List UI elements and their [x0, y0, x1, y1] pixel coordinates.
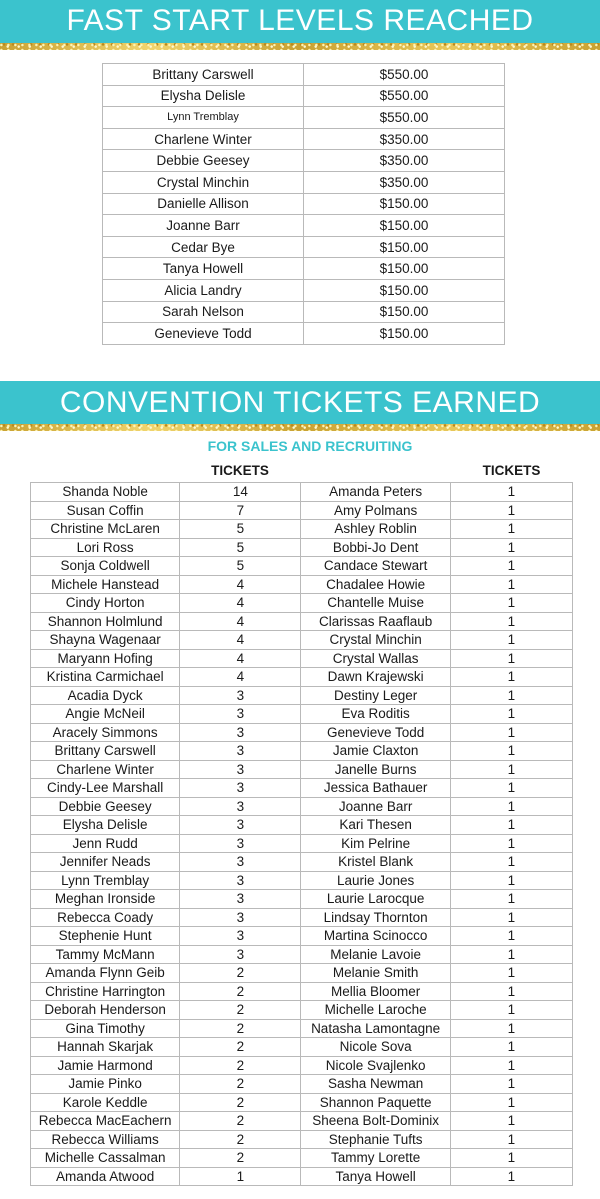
member-name-left: Jamie Pinko	[31, 1075, 180, 1094]
tickets-header-right: TICKETS	[482, 463, 541, 478]
member-name-left: Shayna Wagenaar	[31, 631, 180, 650]
table-row	[31, 1149, 573, 1168]
member-name-left: Maryann Hofing	[31, 649, 180, 668]
table-row	[103, 128, 505, 150]
ticket-count-left: 2	[180, 1149, 301, 1168]
member-name-left: Meghan Ironside	[31, 890, 180, 909]
table-row	[103, 323, 505, 345]
ticket-count-right: 1	[450, 779, 572, 798]
member-name: Cedar Bye	[103, 236, 304, 258]
ticket-count-left: 4	[180, 649, 301, 668]
member-name-left: Michele Hanstead	[31, 575, 180, 594]
ticket-count-left: 3	[180, 927, 301, 946]
member-name-right: Kristel Blank	[301, 853, 450, 872]
table-row	[31, 908, 573, 927]
member-name-right: Shannon Paquette	[301, 1093, 450, 1112]
member-name-left: Sonja Coldwell	[31, 557, 180, 576]
member-name-right: Eva Roditis	[301, 705, 450, 724]
member-name-left: Kristina Carmichael	[31, 668, 180, 687]
ticket-count-right: 1	[450, 1130, 572, 1149]
ticket-count-left: 4	[180, 668, 301, 687]
member-name-right: Tammy Lorette	[301, 1149, 450, 1168]
amount: $150.00	[304, 323, 505, 345]
member-name-right: Mellia Bloomer	[301, 982, 450, 1001]
member-name-left: Gina Timothy	[31, 1019, 180, 1038]
ticket-count-right: 1	[450, 1038, 572, 1057]
member-name-right: Janelle Burns	[301, 760, 450, 779]
gold-glitter-divider	[0, 43, 600, 50]
convention-heading: CONVENTION TICKETS EARNED	[59, 386, 541, 419]
ticket-count-left: 3	[180, 779, 301, 798]
member-name-left: Rebecca MacEachern	[31, 1112, 180, 1131]
ticket-count-left: 2	[180, 1056, 301, 1075]
ticket-count-left: 2	[180, 1001, 301, 1020]
ticket-count-left: 3	[180, 816, 301, 835]
member-name-left: Charlene Winter	[31, 760, 180, 779]
member-name-right: Crystal Minchin	[301, 631, 450, 650]
member-name-left: Michelle Cassalman	[31, 1149, 180, 1168]
table-row	[31, 834, 573, 853]
ticket-count-right: 1	[450, 1112, 572, 1131]
member-name-right: Jessica Bathauer	[301, 779, 450, 798]
ticket-count-right: 1	[450, 668, 572, 687]
member-name-left: Christine McLaren	[31, 520, 180, 539]
table-row	[31, 1056, 573, 1075]
ticket-count-left: 2	[180, 1019, 301, 1038]
ticket-count-right: 1	[450, 853, 572, 872]
ticket-count-left: 3	[180, 705, 301, 724]
table-row	[31, 816, 573, 835]
fast-start-table	[102, 63, 505, 345]
ticket-count-right: 1	[450, 982, 572, 1001]
ticket-count-left: 2	[180, 1075, 301, 1094]
member-name-right: Clarissas Raaflaub	[301, 612, 450, 631]
member-name-right: Natasha Lamontagne	[301, 1019, 450, 1038]
ticket-count-left: 5	[180, 538, 301, 557]
member-name-left: Angie McNeil	[31, 705, 180, 724]
fast-start-banner	[0, 0, 600, 43]
member-name-right: Sheena Bolt-Dominix	[301, 1112, 450, 1131]
member-name-left: Rebecca Williams	[31, 1130, 180, 1149]
ticket-count-left: 3	[180, 890, 301, 909]
ticket-count-right: 1	[450, 538, 572, 557]
ticket-count-right: 1	[450, 686, 572, 705]
ticket-count-left: 3	[180, 723, 301, 742]
table-row	[31, 927, 573, 946]
member-name-right: Kim Pelrine	[301, 834, 450, 853]
ticket-count-left: 2	[180, 1038, 301, 1057]
gold-glitter-divider	[0, 424, 600, 431]
member-name-right: Lindsay Thornton	[301, 908, 450, 927]
ticket-count-right: 1	[450, 1075, 572, 1094]
ticket-count-left: 5	[180, 520, 301, 539]
member-name-left: Debbie Geesey	[31, 797, 180, 816]
member-name-right: Genevieve Todd	[301, 723, 450, 742]
member-name: Charlene Winter	[103, 128, 304, 150]
member-name-left: Amanda Flynn Geib	[31, 964, 180, 983]
member-name-right: Stephanie Tufts	[301, 1130, 450, 1149]
member-name-right: Candace Stewart	[301, 557, 450, 576]
ticket-count-right: 1	[450, 927, 572, 946]
table-row	[31, 1093, 573, 1112]
member-name-left: Stephenie Hunt	[31, 927, 180, 946]
convention-subtitle: FOR SALES AND RECRUITING	[207, 438, 413, 454]
member-name-right: Martina Scinocco	[301, 927, 450, 946]
table-row	[31, 501, 573, 520]
amount: $150.00	[304, 215, 505, 237]
ticket-count-left: 3	[180, 797, 301, 816]
ticket-count-right: 1	[450, 908, 572, 927]
ticket-count-right: 1	[450, 890, 572, 909]
ticket-count-right: 1	[450, 649, 572, 668]
ticket-count-left: 2	[180, 1130, 301, 1149]
fast-start-heading: FAST START LEVELS REACHED	[66, 4, 534, 37]
member-name-right: Chantelle Muise	[301, 594, 450, 613]
member-name-right: Amanda Peters	[301, 483, 450, 502]
amount: $150.00	[304, 193, 505, 215]
table-row	[31, 779, 573, 798]
member-name: Alicia Landry	[103, 279, 304, 301]
member-name-left: Tammy McMann	[31, 945, 180, 964]
member-name-right: Melanie Lavoie	[301, 945, 450, 964]
ticket-count-left: 4	[180, 575, 301, 594]
table-row	[103, 150, 505, 172]
table-row	[31, 686, 573, 705]
member-name-right: Dawn Krajewski	[301, 668, 450, 687]
ticket-count-right: 1	[450, 1001, 572, 1020]
member-name-right: Chadalee Howie	[301, 575, 450, 594]
table-row	[31, 1019, 573, 1038]
table-row	[103, 215, 505, 237]
ticket-count-left: 4	[180, 612, 301, 631]
member-name-right: Amy Polmans	[301, 501, 450, 520]
table-row	[31, 520, 573, 539]
member-name-left: Shannon Holmlund	[31, 612, 180, 631]
table-row	[31, 871, 573, 890]
amount: $350.00	[304, 150, 505, 172]
member-name-left: Amanda Atwood	[31, 1167, 180, 1186]
ticket-count-left: 2	[180, 1112, 301, 1131]
table-row	[31, 1075, 573, 1094]
ticket-count-right: 1	[450, 834, 572, 853]
table-row	[103, 279, 505, 301]
member-name-left: Lori Ross	[31, 538, 180, 557]
ticket-count-right: 1	[450, 723, 572, 742]
member-name-left: Cindy-Lee Marshall	[31, 779, 180, 798]
ticket-count-left: 3	[180, 908, 301, 927]
member-name-right: Tanya Howell	[301, 1167, 450, 1186]
table-row	[103, 301, 505, 323]
member-name-left: Cindy Horton	[31, 594, 180, 613]
member-name-left: Jamie Harmond	[31, 1056, 180, 1075]
table-row	[103, 258, 505, 280]
table-row	[31, 631, 573, 650]
amount: $550.00	[304, 85, 505, 107]
ticket-count-right: 1	[450, 705, 572, 724]
table-row	[31, 1038, 573, 1057]
amount: $550.00	[304, 64, 505, 86]
amount: $150.00	[304, 301, 505, 323]
member-name-left: Aracely Simmons	[31, 723, 180, 742]
member-name-left: Jenn Rudd	[31, 834, 180, 853]
tickets-header-left: TICKETS	[211, 463, 269, 478]
member-name: Genevieve Todd	[103, 323, 304, 345]
ticket-count-left: 3	[180, 834, 301, 853]
ticket-count-right: 1	[450, 1167, 572, 1186]
table-row	[31, 982, 573, 1001]
table-row	[31, 890, 573, 909]
table-row	[103, 236, 505, 258]
ticket-count-left: 2	[180, 982, 301, 1001]
table-row	[103, 171, 505, 193]
table-row	[31, 723, 573, 742]
table-row	[31, 649, 573, 668]
member-name: Brittany Carswell	[103, 64, 304, 86]
member-name-left: Hannah Skarjak	[31, 1038, 180, 1057]
member-name: Sarah Nelson	[103, 301, 304, 323]
member-name-right: Laurie Larocque	[301, 890, 450, 909]
member-name: Tanya Howell	[103, 258, 304, 280]
table-row	[31, 575, 573, 594]
table-row	[103, 107, 505, 129]
member-name-right: Laurie Jones	[301, 871, 450, 890]
member-name: Debbie Geesey	[103, 150, 304, 172]
member-name: Joanne Barr	[103, 215, 304, 237]
table-row	[31, 705, 573, 724]
tickets-table	[30, 482, 573, 1186]
ticket-count-right: 1	[450, 760, 572, 779]
ticket-count-right: 1	[450, 797, 572, 816]
member-name-right: Melanie Smith	[301, 964, 450, 983]
ticket-count-right: 1	[450, 964, 572, 983]
ticket-count-left: 3	[180, 945, 301, 964]
ticket-count-right: 1	[450, 1149, 572, 1168]
member-name-right: Destiny Leger	[301, 686, 450, 705]
member-name: Elysha Delisle	[103, 85, 304, 107]
ticket-count-right: 1	[450, 1019, 572, 1038]
member-name-left: Karole Keddle	[31, 1093, 180, 1112]
table-row	[103, 85, 505, 107]
table-row	[103, 193, 505, 215]
amount: $350.00	[304, 128, 505, 150]
table-row	[31, 612, 573, 631]
member-name: Crystal Minchin	[103, 171, 304, 193]
convention-banner	[0, 381, 600, 424]
member-name-right: Sasha Newman	[301, 1075, 450, 1094]
table-row	[31, 1112, 573, 1131]
amount: $550.00	[304, 107, 505, 129]
ticket-count-left: 3	[180, 686, 301, 705]
table-row	[31, 1001, 573, 1020]
ticket-count-left: 3	[180, 853, 301, 872]
table-row	[31, 594, 573, 613]
amount: $150.00	[304, 258, 505, 280]
ticket-count-right: 1	[450, 575, 572, 594]
table-row	[31, 945, 573, 964]
ticket-count-right: 1	[450, 742, 572, 761]
ticket-count-left: 5	[180, 557, 301, 576]
table-row	[31, 538, 573, 557]
ticket-count-right: 1	[450, 557, 572, 576]
table-row	[31, 483, 573, 502]
table-row	[31, 760, 573, 779]
ticket-count-left: 3	[180, 760, 301, 779]
ticket-count-left: 2	[180, 1093, 301, 1112]
member-name-right: Kari Thesen	[301, 816, 450, 835]
ticket-count-left: 3	[180, 742, 301, 761]
member-name-right: Ashley Roblin	[301, 520, 450, 539]
member-name-right: Joanne Barr	[301, 797, 450, 816]
table-row	[31, 1130, 573, 1149]
ticket-count-left: 3	[180, 871, 301, 890]
member-name-right: Jamie Claxton	[301, 742, 450, 761]
ticket-count-left: 4	[180, 631, 301, 650]
member-name-left: Shanda Noble	[31, 483, 180, 502]
table-row	[31, 797, 573, 816]
ticket-count-right: 1	[450, 483, 572, 502]
member-name-left: Christine Harrington	[31, 982, 180, 1001]
member-name-left: Susan Coffin	[31, 501, 180, 520]
table-row	[31, 668, 573, 687]
member-name-right: Nicole Sova	[301, 1038, 450, 1057]
member-name-left: Deborah Henderson	[31, 1001, 180, 1020]
member-name-left: Rebecca Coady	[31, 908, 180, 927]
ticket-count-right: 1	[450, 816, 572, 835]
ticket-count-right: 1	[450, 594, 572, 613]
member-name-left: Elysha Delisle	[31, 816, 180, 835]
table-row	[103, 64, 505, 86]
member-name-left: Brittany Carswell	[31, 742, 180, 761]
table-row	[31, 557, 573, 576]
member-name-right: Nicole Svajlenko	[301, 1056, 450, 1075]
ticket-count-right: 1	[450, 945, 572, 964]
table-row	[31, 742, 573, 761]
ticket-count-left: 7	[180, 501, 301, 520]
table-row	[31, 1167, 573, 1186]
member-name-right: Michelle Laroche	[301, 1001, 450, 1020]
member-name-left: Acadia Dyck	[31, 686, 180, 705]
table-row	[31, 853, 573, 872]
member-name: Danielle Allison	[103, 193, 304, 215]
member-name-right: Bobbi-Jo Dent	[301, 538, 450, 557]
amount: $150.00	[304, 236, 505, 258]
ticket-count-right: 1	[450, 612, 572, 631]
ticket-count-right: 1	[450, 520, 572, 539]
amount: $150.00	[304, 279, 505, 301]
member-name-left: Lynn Tremblay	[31, 871, 180, 890]
member-name-right: Crystal Wallas	[301, 649, 450, 668]
ticket-count-left: 1	[180, 1167, 301, 1186]
ticket-count-left: 4	[180, 594, 301, 613]
member-name: Lynn Tremblay	[103, 107, 304, 129]
amount: $350.00	[304, 171, 505, 193]
ticket-count-left: 14	[180, 483, 301, 502]
member-name-left: Jennifer Neads	[31, 853, 180, 872]
ticket-count-right: 1	[450, 1093, 572, 1112]
ticket-count-right: 1	[450, 1056, 572, 1075]
ticket-count-right: 1	[450, 871, 572, 890]
table-row	[31, 964, 573, 983]
ticket-count-left: 2	[180, 964, 301, 983]
ticket-count-right: 1	[450, 501, 572, 520]
ticket-count-right: 1	[450, 631, 572, 650]
